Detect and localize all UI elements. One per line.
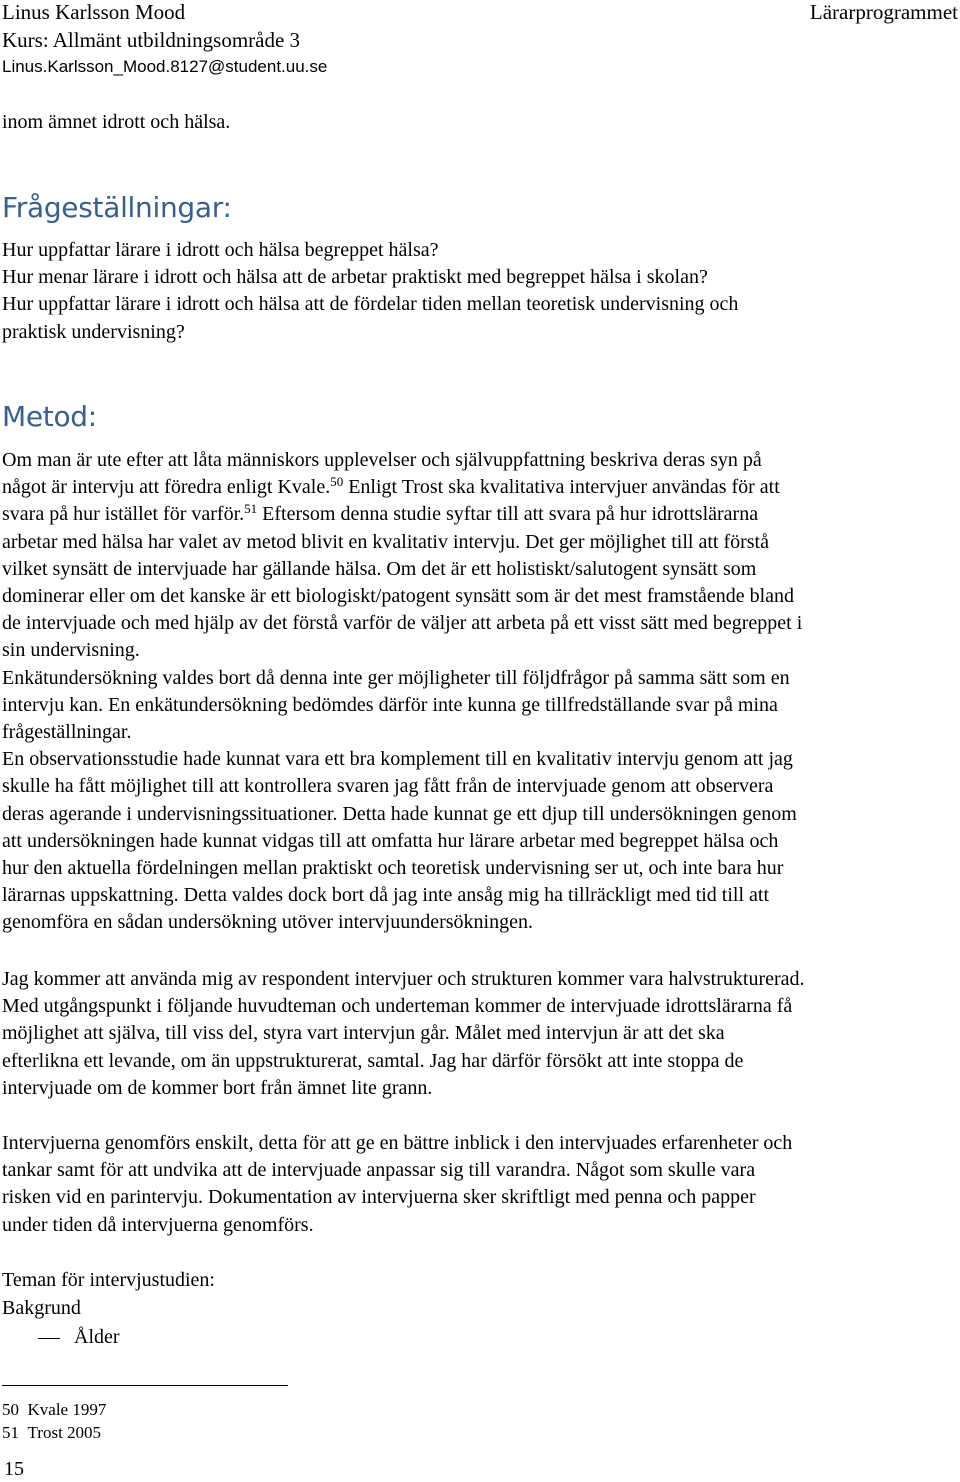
text-line: dominerar eller om det kanske är ett biologiskt/patogent synsätt som är det mest framstående bland	[2, 585, 795, 608]
themes-title: Teman för intervjustudien:	[2, 1269, 215, 1291]
text-line: Jag kommer att använda mig av respondent intervjuer och strukturen kommer vara halvstrukturerad.	[2, 968, 805, 990]
text-line: sin undervisning.	[2, 639, 140, 662]
text-line: under tiden då intervjuerna genomförs.	[2, 1213, 314, 1236]
text-line: lärarnas uppskattning. Detta valdes dock bort då jag inte ansåg mig ha tillräckligt med tid till att	[2, 884, 770, 907]
text-line: skulle ha fått möjlighet till att kontrollera svaren jag fått från de intervjuade genom att observera	[2, 775, 774, 798]
header-course: Kurs: Allmänt utbildningsområde 3	[2, 28, 301, 52]
text-line: arbetar med hälsa har valet av metod blivit en kvalitativ intervju. Det ger möjlighet till att förstå	[2, 530, 769, 553]
footnote-50	[2, 1398, 106, 1421]
footnote-ref-50[interactable]: 50	[330, 474, 344, 490]
question-line: praktisk undervisning?	[2, 320, 185, 343]
text-line: möjlighet att själva, till viss del, styra vart intervjun går. Målet med intervjun är att det ska	[2, 1022, 725, 1045]
questions-heading: Frågeställningar:	[2, 191, 232, 224]
text-segment: Eftersom denna studie syftar till att svara på hur idrottslärarna	[257, 503, 759, 526]
theme-item-label: Ålder	[74, 1326, 120, 1348]
text-line: deras agerande i undervisningssituationer. Detta hade kunnat ge ett djup till undersökningen genom	[2, 802, 797, 825]
header-program: Lärarprogrammet	[809, 0, 958, 24]
text-line: intervjuade om de kommer bort från ämnet lite grann.	[2, 1076, 433, 1099]
text-line	[2, 501, 802, 528]
footnote-51	[2, 1421, 101, 1444]
question-line: Hur uppfattar lärare i idrott och hälsa begreppet hälsa?	[2, 239, 439, 261]
text-line: efterlikna ett levande, om än uppstrukturerat, samtal. Jag har därför försökt att inte stoppa de	[2, 1049, 744, 1072]
text-line: Om man är ute efter att låta människors upplevelser och självuppfattning beskriva deras syn på	[2, 449, 762, 471]
text-segment: Enligt Trost ska kvalitativa intervjuer användas för att	[343, 476, 780, 499]
text-line: Med utgångspunkt i följande huvudteman och underteman kommer de intervjuade idrottslärarna få	[2, 995, 793, 1018]
text-line: frågeställningar.	[2, 721, 132, 744]
footnote-text: Kvale 1997	[27, 1400, 107, 1419]
text-line: Enkätundersökning valdes bort då denna inte ger möjligheter till följdfrågor på samma sätt som en	[2, 666, 790, 689]
footnote-ref-51[interactable]: 51	[244, 501, 258, 517]
header-author: Linus Karlsson Mood	[2, 0, 186, 24]
header-email: Linus.Karlsson_Mood.8127@student.uu.se	[2, 57, 328, 76]
dash-bullet-icon	[38, 1338, 60, 1339]
text-line: intervju kan. En enkätundersökning bedömdes därför inte kunna ge tillfredställande svar på mina	[2, 693, 778, 716]
theme-group: Bakgrund	[2, 1297, 81, 1319]
method-paragraph-1	[2, 447, 802, 937]
text-line: de intervjuade och med hjälp av det förstå varför de väljer att arbeta på ett visst sätt med begreppet i	[2, 612, 803, 635]
text-line: risken vid en parintervju. Dokumentation av intervjuerna sker skriftligt med penna och papper	[2, 1186, 756, 1209]
text-line	[2, 474, 802, 501]
footnote-number: 51	[2, 1423, 19, 1442]
text-line: att undersökningen hade kunnat vidgas till att omfatta hur lärare arbetar med begreppet hälsa och	[2, 829, 779, 852]
intro-fragment: inom ämnet idrott och hälsa.	[2, 111, 231, 133]
questions-list	[2, 237, 738, 346]
text-line: Intervjuerna genomförs enskilt, detta för att ge en bättre inblick i den intervjuades erfarenheter och	[2, 1132, 793, 1154]
question-line: Hur menar lärare i idrott och hälsa att de arbetar praktiskt med begreppet hälsa i skolan?	[2, 266, 708, 289]
method-heading: Metod:	[2, 400, 97, 433]
text-line: genomföra en sådan undersökning utöver intervjuundersökningen.	[2, 911, 533, 934]
text-line: En observationsstudie hade kunnat vara ett bra komplement till en kvalitativ intervju genom att jag	[2, 748, 793, 771]
text-segment: svara på hur istället för varför.	[2, 503, 245, 526]
footnote-number: 50	[2, 1400, 19, 1419]
text-segment: något är intervju att föredra enligt Kvale.	[2, 476, 331, 499]
question-line: Hur uppfattar lärare i idrott och hälsa att de fördelar tiden mellan teoretisk undervisning och	[2, 293, 739, 316]
text-line: tankar samt för att undvika att de intervjuade anpassar sig till varandra. Något som skulle vara	[2, 1159, 756, 1182]
text-line: hur den aktuella fördelningen mellan praktiskt och teoretisk undervisning ser ut, och inte bara hur	[2, 857, 784, 880]
method-paragraph-2	[2, 966, 805, 1102]
footnote-separator	[2, 1385, 288, 1386]
page-number: 15	[4, 1458, 24, 1480]
method-paragraph-3	[2, 1130, 792, 1239]
theme-item	[2, 1324, 120, 1351]
text-line: vilket synsätt de intervjuade har gällande hälsa. Om det är ett holistiskt/salutogent synsätt som	[2, 557, 757, 580]
footnote-text: Trost 2005	[27, 1423, 102, 1442]
